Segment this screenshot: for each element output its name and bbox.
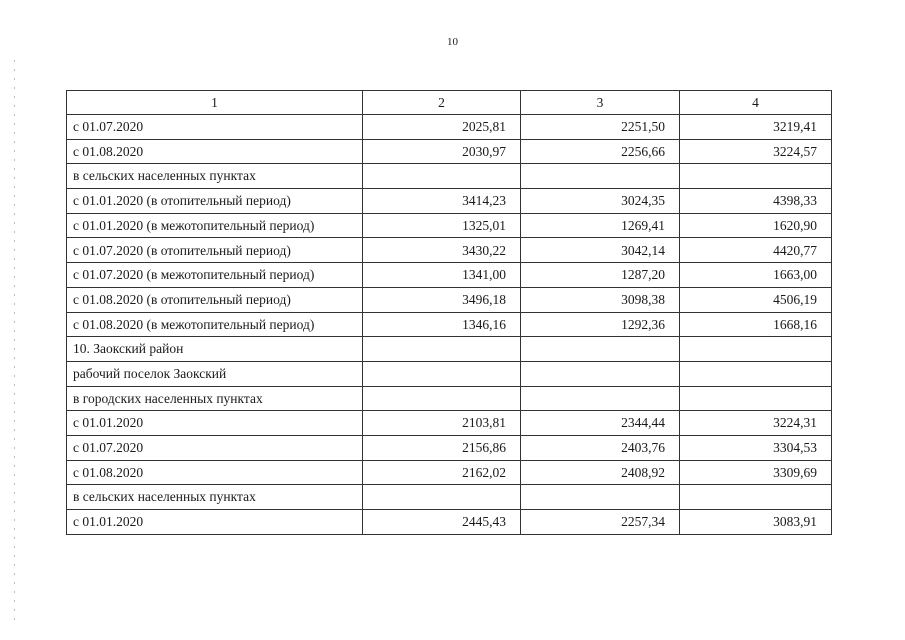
cell-column-4: 1668,16	[680, 312, 832, 337]
table-row	[67, 238, 832, 263]
table-row	[67, 460, 832, 485]
table-row	[67, 312, 832, 337]
cell-column-3: 1269,41	[521, 213, 680, 238]
cell-column-3: 3042,14	[521, 238, 680, 263]
column-header: 2	[363, 91, 521, 115]
cell-column-2: 3496,18	[363, 287, 521, 312]
cell-column-2: 1341,00	[363, 263, 521, 288]
cell-column-2	[363, 337, 521, 362]
table-row	[67, 411, 832, 436]
table-row	[67, 164, 832, 189]
cell-column-3	[521, 386, 680, 411]
cell-column-3: 2251,50	[521, 115, 680, 140]
row-label: с 01.01.2020 (в отопительный период)	[67, 189, 363, 214]
table-row	[67, 361, 832, 386]
cell-column-4: 3083,91	[680, 510, 832, 535]
cell-column-3: 1287,20	[521, 263, 680, 288]
row-label: с 01.01.2020	[67, 510, 363, 535]
cell-column-4: 1620,90	[680, 213, 832, 238]
row-label: 10. Заокский район	[67, 337, 363, 362]
column-header: 3	[521, 91, 680, 115]
row-label: с 01.07.2020	[67, 435, 363, 460]
cell-column-2: 3414,23	[363, 189, 521, 214]
cell-column-4: 4506,19	[680, 287, 832, 312]
cell-column-4	[680, 361, 832, 386]
cell-column-3	[521, 485, 680, 510]
cell-column-4: 4398,33	[680, 189, 832, 214]
row-label: с 01.08.2020	[67, 139, 363, 164]
table-row	[67, 189, 832, 214]
cell-column-3	[521, 361, 680, 386]
page-number: 10	[447, 36, 458, 48]
cell-column-4	[680, 485, 832, 510]
cell-column-2	[363, 485, 521, 510]
tariff-table	[66, 90, 832, 535]
cell-column-3: 3024,35	[521, 189, 680, 214]
cell-column-4: 4420,77	[680, 238, 832, 263]
row-label: с 01.08.2020	[67, 460, 363, 485]
cell-column-4: 3224,31	[680, 411, 832, 436]
row-label: в городских населенных пунктах	[67, 386, 363, 411]
row-label: в сельских населенных пунктах	[67, 485, 363, 510]
cell-column-4: 3304,53	[680, 435, 832, 460]
table-row	[67, 139, 832, 164]
cell-column-4	[680, 164, 832, 189]
cell-column-2: 1325,01	[363, 213, 521, 238]
table-row	[67, 510, 832, 535]
cell-column-3: 1292,36	[521, 312, 680, 337]
table-header-row	[67, 91, 832, 115]
table-row	[67, 287, 832, 312]
row-label: с 01.08.2020 (в отопительный период)	[67, 287, 363, 312]
table-row	[67, 435, 832, 460]
cell-column-2: 2025,81	[363, 115, 521, 140]
row-label: в сельских населенных пунктах	[67, 164, 363, 189]
row-label: с 01.07.2020	[67, 115, 363, 140]
cell-column-2: 2103,81	[363, 411, 521, 436]
table-row	[67, 337, 832, 362]
row-label: с 01.08.2020 (в межотопительный период)	[67, 312, 363, 337]
cell-column-4: 3309,69	[680, 460, 832, 485]
row-label: с 01.01.2020	[67, 411, 363, 436]
row-label: с 01.01.2020 (в межотопительный период)	[67, 213, 363, 238]
cell-column-2: 2162,02	[363, 460, 521, 485]
cell-column-2	[363, 164, 521, 189]
table-row	[67, 263, 832, 288]
cell-column-2: 1346,16	[363, 312, 521, 337]
table-row	[67, 213, 832, 238]
tariff-table-body	[67, 91, 832, 535]
cell-column-2: 3430,22	[363, 238, 521, 263]
table-row	[67, 386, 832, 411]
cell-column-3	[521, 337, 680, 362]
row-label: рабочий поселок Заокский	[67, 361, 363, 386]
cell-column-3: 2403,76	[521, 435, 680, 460]
cell-column-3: 2256,66	[521, 139, 680, 164]
cell-column-3: 2408,92	[521, 460, 680, 485]
cell-column-3: 2257,34	[521, 510, 680, 535]
cell-column-2	[363, 386, 521, 411]
cell-column-2	[363, 361, 521, 386]
cell-column-3	[521, 164, 680, 189]
cell-column-4: 3219,41	[680, 115, 832, 140]
cell-column-3: 2344,44	[521, 411, 680, 436]
table-row	[67, 115, 832, 140]
cell-column-2: 2445,43	[363, 510, 521, 535]
column-header: 4	[680, 91, 832, 115]
cell-column-3: 3098,38	[521, 287, 680, 312]
row-label: с 01.07.2020 (в отопительный период)	[67, 238, 363, 263]
column-header: 1	[67, 91, 363, 115]
cell-column-4	[680, 386, 832, 411]
table-row	[67, 485, 832, 510]
cell-column-2: 2156,86	[363, 435, 521, 460]
cell-column-4: 3224,57	[680, 139, 832, 164]
cell-column-2: 2030,97	[363, 139, 521, 164]
row-label: с 01.07.2020 (в межотопительный период)	[67, 263, 363, 288]
cell-column-4	[680, 337, 832, 362]
cell-column-4: 1663,00	[680, 263, 832, 288]
scan-edge-mark	[14, 60, 15, 620]
